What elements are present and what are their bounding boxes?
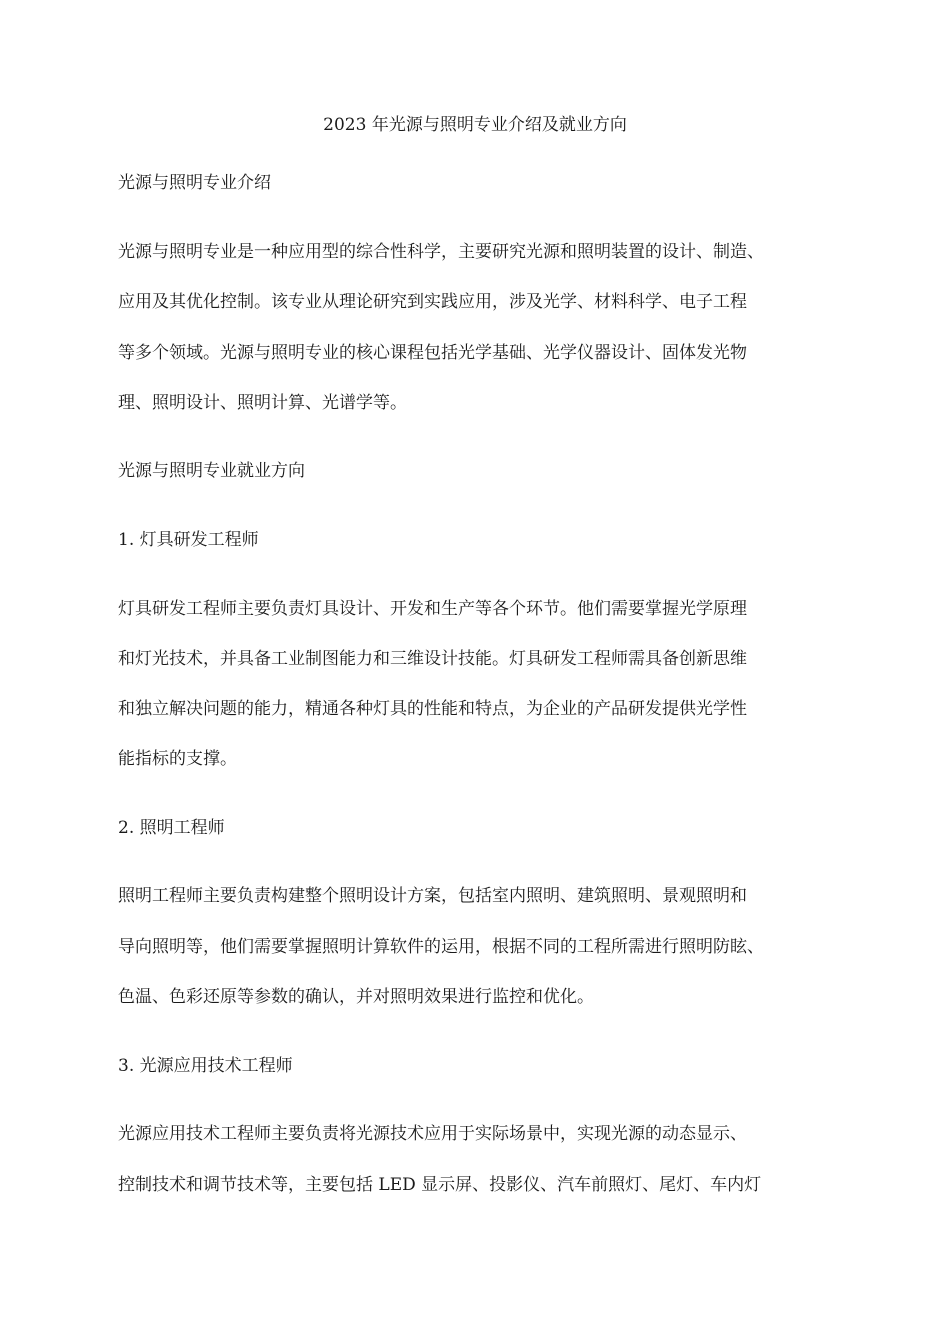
subsection-heading-3: 3. 光源应用技术工程师 <box>118 1056 293 1076</box>
paragraph-line: 控制技术和调节技术等，主要包括 LED 显示屏、投影仪、汽车前照灯、尾灯、车内灯 <box>118 1175 762 1195</box>
paragraph-line: 等多个领域。光源与照明专业的核心课程包括光学基础、光学仪器设计、固体发光物 <box>118 343 747 363</box>
paragraph-line: 导向照明等，他们需要掌握照明计算软件的运用，根据不同的工程所需进行照明防眩、 <box>118 937 764 957</box>
paragraph-line: 和灯光技术，并具备工业制图能力和三维设计技能。灯具研发工程师需具备创新思维 <box>118 649 747 669</box>
section-heading-intro: 光源与照明专业介绍 <box>118 173 271 193</box>
paragraph-line: 理、照明设计、照明计算、光谱学等。 <box>118 393 407 413</box>
paragraph-line: 能指标的支撑。 <box>118 749 237 769</box>
subsection-heading-1: 1. 灯具研发工程师 <box>118 530 259 550</box>
paragraph-line: 灯具研发工程师主要负责灯具设计、开发和生产等各个环节。他们需要掌握光学原理 <box>118 599 747 619</box>
paragraph-line: 应用及其优化控制。该专业从理论研究到实践应用，涉及光学、材料科学、电子工程 <box>118 292 747 312</box>
document-title: 2023 年光源与照明专业介绍及就业方向 <box>323 115 627 135</box>
subsection-heading-2: 2. 照明工程师 <box>118 818 225 838</box>
paragraph-line: 色温、色彩还原等参数的确认，并对照明效果进行监控和优化。 <box>118 987 594 1007</box>
paragraph-line: 光源应用技术工程师主要负责将光源技术应用于实际场景中，实现光源的动态显示、 <box>118 1124 747 1144</box>
paragraph-line: 和独立解决问题的能力，精通各种灯具的性能和特点，为企业的产品研发提供光学性 <box>118 699 747 719</box>
paragraph-line: 光源与照明专业是一种应用型的综合性科学，主要研究光源和照明装置的设计、制造、 <box>118 242 764 262</box>
section-heading-careers: 光源与照明专业就业方向 <box>118 461 305 481</box>
paragraph-line: 照明工程师主要负责构建整个照明设计方案，包括室内照明、建筑照明、景观照明和 <box>118 886 747 906</box>
